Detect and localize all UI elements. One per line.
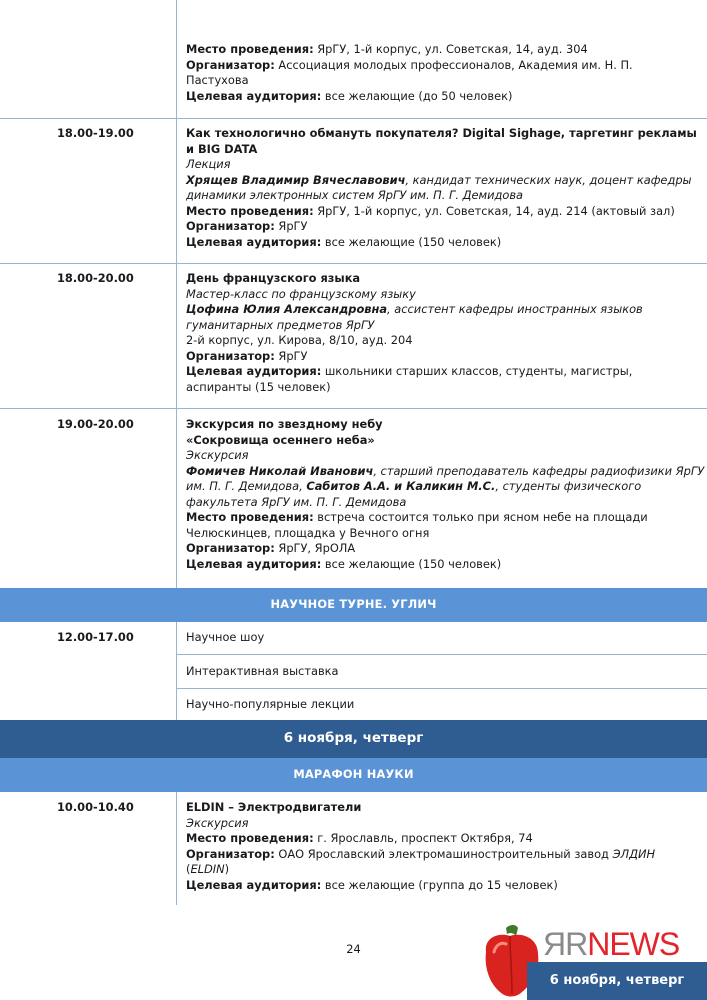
- speaker-description: , ассистент кафедры иностранных языков: [387, 302, 643, 316]
- venue-value: г. Ярославль, проспект Октября, 74: [313, 831, 533, 845]
- event-details: [186, 800, 691, 893]
- organizer-value: ЯрГУ: [274, 348, 308, 363]
- uglich-item: Научное шоу: [186, 630, 265, 644]
- event-address: 2-й корпус, ул. Кирова, 8/10, ауд. 204: [186, 333, 413, 347]
- organizer-value: ЯрГУ: [274, 219, 308, 233]
- venue-label: Место проведения:: [186, 510, 314, 524]
- event-time: 19.00-20.00: [57, 417, 134, 431]
- event-time: 18.00-19.00: [57, 126, 134, 140]
- event-title: День французского языка: [186, 271, 361, 285]
- audience-value: все желающие (до 50 человек): [321, 88, 513, 103]
- event-details: [186, 126, 697, 250]
- organizer-value: ЯрГУ, ЯрОЛА: [274, 541, 356, 555]
- speaker-description-cont: гуманитарных предметов ЯрГУ: [186, 317, 375, 332]
- row-divider: [0, 263, 707, 264]
- event-type: Лекция: [186, 157, 231, 171]
- event-type: Экскурсия: [186, 815, 249, 830]
- venue-value: встреча состоится только при ясном небе на площади: [313, 510, 648, 524]
- row-divider: [0, 408, 707, 409]
- logo-part-yr: ЯR: [543, 926, 588, 962]
- date-band: 6 ноября, четверг: [0, 720, 707, 758]
- audience-value: все желающие (150 человек): [321, 556, 502, 571]
- organizer-paren: ): [224, 862, 230, 876]
- row-divider: [0, 118, 707, 119]
- column-divider: [176, 263, 177, 408]
- column-divider: [176, 118, 177, 263]
- venue-value: ЯрГУ, 1-й корпус, ул. Советская, 14, ауд. 304: [313, 42, 588, 56]
- column-divider: [176, 0, 177, 118]
- organizer-brand-latin: ELDIN: [190, 862, 225, 876]
- audience-value: школьники старших классов, студенты, магистры,: [321, 364, 633, 378]
- audience-label: Целевая аудитория:: [186, 88, 322, 103]
- organizer-value-cont: Пастухова: [186, 73, 249, 87]
- audience-value-cont: аспиранты (15 человек): [186, 379, 331, 394]
- row-divider: [176, 688, 707, 689]
- event-details-continued: [186, 42, 691, 104]
- event-time: 10.00-10.40: [57, 800, 134, 814]
- row-divider: [176, 654, 707, 655]
- event-title: ELDIN – Электродвигатели: [186, 800, 362, 814]
- event-time: 18.00-20.00: [57, 271, 134, 285]
- organizer-value: Ассоциация молодых профессионалов, Академия им. Н. П.: [274, 57, 633, 72]
- column-divider: [176, 408, 177, 588]
- footer-date-tag: 6 ноября, четверг: [527, 962, 707, 1000]
- logo-part-news: NEWS: [587, 926, 680, 962]
- speaker-description-cont: им. П. Г. Демидова,: [186, 479, 307, 493]
- section-band-marathon: МАРАФОН НАУКИ: [0, 758, 707, 792]
- speaker-name: Хрящев Владимир Вячеславович: [186, 172, 406, 187]
- uglich-item: Научно-популярные лекции: [186, 697, 355, 711]
- organizer-label: Организатор:: [186, 57, 275, 72]
- venue-value: ЯрГУ, 1-й корпус, ул. Советская, 14, ауд. 214 (актовый зал): [313, 203, 675, 218]
- venue-label: Место проведения:: [186, 42, 314, 56]
- venue-value-cont: Челюскинцев, площадка у Вечного огня: [186, 525, 430, 540]
- speaker-name: Цофина Юлия Александровна: [186, 302, 388, 316]
- column-divider: [176, 622, 177, 720]
- speaker-description-cont: динамики электронных систем ЯрГУ им. П. Г. Демидова: [186, 188, 524, 202]
- event-title: Экскурсия по звездному небу: [186, 417, 383, 431]
- venue-label: Место проведения:: [186, 831, 314, 845]
- event-details: [186, 271, 691, 395]
- organizer-label: Организатор:: [186, 541, 275, 555]
- speaker-description-cont: факультета ЯрГУ им. П. Г. Демидова: [186, 494, 407, 509]
- speaker-description: , старший преподаватель кафедры радиофизики ЯрГУ: [373, 463, 705, 478]
- speaker-names: Сабитов А.А. и Каликин М.С.: [306, 479, 496, 493]
- audience-label: Целевая аудитория:: [186, 234, 322, 249]
- event-title-cont: и BIG DATA: [186, 141, 258, 156]
- yarnews-logo: [543, 926, 679, 962]
- audience-value: все желающие (150 человек): [321, 234, 502, 249]
- event-type: Экскурсия: [186, 448, 249, 462]
- column-divider: [176, 792, 177, 905]
- organizer-label: Организатор:: [186, 348, 275, 363]
- speaker-description: , кандидат технических наук, доцент кафедры: [405, 172, 692, 187]
- event-title: Как технологично обмануть покупателя? Digital Sighage, таргетинг рекламы: [186, 126, 697, 140]
- section-band-uglich: НАУЧНОЕ ТУРНЕ. УГЛИЧ: [0, 588, 707, 622]
- speaker-name: Фомичев Николай Иванович: [186, 463, 374, 478]
- page-number: 24: [346, 942, 361, 956]
- organizer-brand: ЭЛДИН: [612, 846, 656, 861]
- organizer-label: Организатор:: [186, 219, 275, 233]
- audience-label: Целевая аудитория:: [186, 877, 322, 892]
- event-details: [186, 417, 705, 572]
- organizer-label: Организатор:: [186, 846, 275, 861]
- event-title-cont: «Сокровища осеннего неба»: [186, 432, 375, 447]
- event-type: Мастер-класс по французскому языку: [186, 286, 416, 301]
- organizer-paren: (: [186, 862, 191, 876]
- uglich-item: Интерактивная выставка: [186, 664, 339, 678]
- event-time: 12.00-17.00: [57, 630, 134, 644]
- audience-label: Целевая аудитория:: [186, 364, 322, 378]
- organizer-value: ОАО Ярославский электромашиностроительный завод: [274, 846, 613, 861]
- speaker-description: , студенты физического: [495, 479, 642, 493]
- audience-label: Целевая аудитория:: [186, 556, 322, 571]
- audience-value: все желающие (группа до 15 человек): [321, 877, 558, 892]
- venue-label: Место проведения:: [186, 203, 314, 218]
